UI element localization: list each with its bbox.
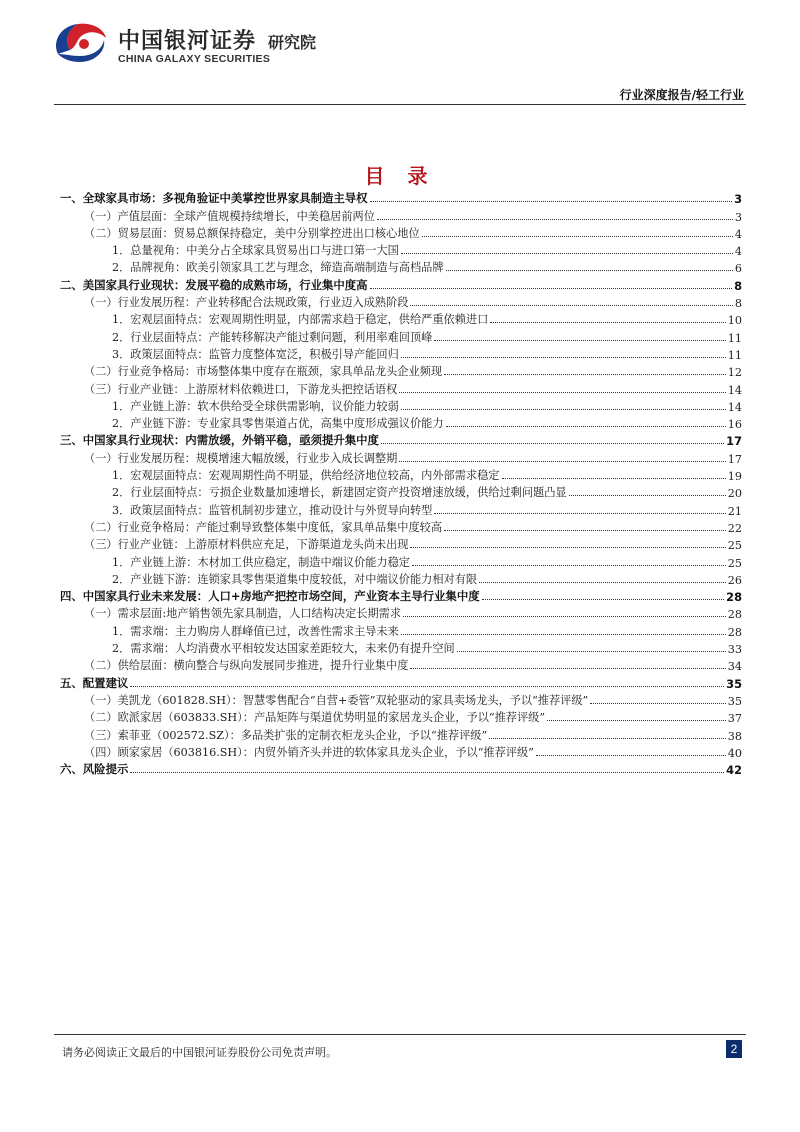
toc-dot-leader bbox=[370, 201, 733, 202]
toc-entry-page: 17 bbox=[726, 434, 742, 449]
toc-dot-leader bbox=[547, 720, 726, 721]
toc-dot-leader bbox=[370, 288, 733, 289]
toc-entry-title: 2．需求端：人均消费水平相较发达国家差距较大，未来仍有提升空间 bbox=[112, 642, 455, 656]
toc-entry-title: （一）行业发展历程：产业转移配合法规政策，行业迈入成熟阶段 bbox=[84, 296, 409, 310]
toc-entry-page: 14 bbox=[727, 383, 742, 397]
toc-entry-page: 8 bbox=[734, 297, 742, 311]
toc-entry[interactable] bbox=[60, 500, 742, 517]
toc-entry-title: （一）美凯龙（601828.SH）：智慧零售配合“自营+委管”双轮驱动的家具卖场龙头，予以“推荐评级” bbox=[84, 693, 589, 707]
toc-entry-page: 14 bbox=[727, 400, 742, 414]
toc-entry-page: 6 bbox=[734, 262, 742, 276]
toc-dot-leader bbox=[536, 755, 726, 756]
toc-entry-page: 4 bbox=[734, 227, 742, 241]
toc-entry-title: （一）需求层面:地产销售领先家具制造，人口结构决定长期需求 bbox=[84, 607, 402, 621]
toc-entry-title: 四、中国家具行业未来发展：人口+房地产把控市场空间，产业资本主导行业集中度 bbox=[60, 589, 480, 604]
toc-dot-leader bbox=[130, 686, 724, 687]
toc-entry[interactable] bbox=[60, 206, 742, 223]
toc-dot-leader bbox=[490, 322, 725, 323]
toc-entry[interactable] bbox=[60, 293, 742, 310]
toc-dot-leader bbox=[479, 582, 726, 583]
brand-name-en: CHINA GALAXY SECURITIES bbox=[118, 53, 271, 65]
page-number: 2 bbox=[726, 1040, 742, 1058]
toc-entry-page: 25 bbox=[727, 556, 742, 570]
toc-entry-title: （三）行业产业链：上游原材料供应充足，下游渠道龙头尚未出现 bbox=[84, 538, 409, 552]
toc-entry-title: 二、美国家具行业现状：发展平稳的成熟市场，行业集中度高 bbox=[60, 277, 368, 292]
toc-entry[interactable] bbox=[60, 414, 742, 431]
toc-entry[interactable] bbox=[60, 639, 742, 656]
toc-entry-page: 21 bbox=[727, 504, 742, 518]
toc-dot-leader bbox=[399, 392, 725, 393]
toc-dot-leader bbox=[401, 253, 733, 254]
toc-dot-leader bbox=[457, 651, 726, 652]
toc-entry[interactable] bbox=[60, 345, 742, 362]
toc-entry-title: 三、中国家具行业现状：内需放缓，外销平稳，亟须提升集中度 bbox=[60, 433, 379, 448]
toc-entry[interactable] bbox=[60, 552, 742, 569]
toc-dot-leader bbox=[377, 219, 733, 220]
toc-entry-title: 一、全球家具市场：多视角验证中美掌控世界家具制造主导权 bbox=[60, 191, 368, 206]
toc-entry-title: （三）索菲亚（002572.SZ）：多品类扩张的定制衣柜龙头企业，予以“推荐评级” bbox=[84, 728, 488, 742]
toc-entry-page: 37 bbox=[727, 712, 742, 726]
toc-dot-leader bbox=[410, 668, 725, 669]
toc-entry[interactable] bbox=[60, 362, 742, 379]
toc-entry[interactable] bbox=[60, 656, 742, 673]
toc-entry[interactable] bbox=[60, 570, 742, 587]
toc-dot-leader bbox=[401, 634, 726, 635]
toc-entry-page: 40 bbox=[727, 746, 742, 760]
toc-entry-page: 17 bbox=[727, 452, 742, 466]
toc-dot-leader bbox=[381, 443, 724, 444]
header-divider bbox=[54, 104, 746, 105]
toc-entry-page: 38 bbox=[727, 729, 742, 743]
toc-dot-leader bbox=[130, 772, 724, 773]
toc-dot-leader bbox=[489, 738, 726, 739]
toc-entry[interactable] bbox=[60, 466, 742, 483]
toc-entry[interactable] bbox=[60, 397, 742, 414]
toc-entry-title: （二）贸易层面：贸易总额保持稳定，美中分别掌控进出口核心地位 bbox=[84, 226, 420, 240]
toc-entry-title: （二）行业竞争格局：产能过剩导致整体集中度低，家具单品集中度较高 bbox=[84, 520, 443, 534]
toc-entry-title: 1．总量视角：中美分占全球家具贸易出口与进口第一大国 bbox=[112, 244, 399, 258]
toc-entry-title: 五、配置建议 bbox=[60, 675, 129, 690]
toc-dot-leader bbox=[434, 513, 725, 514]
toc-entry-page: 3 bbox=[734, 210, 742, 224]
footer-divider bbox=[54, 1034, 746, 1035]
toc-entry[interactable] bbox=[60, 725, 742, 742]
toc-entry-page: 8 bbox=[734, 278, 742, 293]
toc-entry-title: （四）顾家家居（603816.SH）：内贸外销齐头并进的软体家具龙头企业，予以“推荐评级” bbox=[84, 745, 534, 759]
toc-entry-title: （二）供给层面：横向整合与纵向发展同步推进，提升行业集中度 bbox=[84, 659, 409, 673]
toc-entry-title: 1．宏观层面特点：宏观周期性明显，内部需求趋于稳定，供给严重依赖进口 bbox=[112, 313, 489, 327]
toc-entry-title: 1．宏观层面特点：宏观周期性尚不明显，供给经济地位较高，内外部需求稳定 bbox=[112, 469, 500, 483]
toc-entry-title: 2．产业链下游：专业家具零售渠道占优，高集中度形成强议价能力 bbox=[112, 417, 444, 431]
toc-entry-page: 16 bbox=[727, 418, 742, 432]
table-of-contents bbox=[60, 189, 742, 777]
toc-dot-leader bbox=[422, 236, 733, 237]
toc-entry-page: 22 bbox=[727, 521, 742, 535]
toc-entry-title: （二）行业竞争格局：市场整体集中度存在瓶颈，家具单品龙头企业频现 bbox=[84, 365, 443, 379]
toc-dot-leader bbox=[401, 409, 726, 410]
toc-entry-page: 11 bbox=[727, 331, 742, 345]
toc-entry[interactable] bbox=[60, 708, 742, 725]
toc-entry-page: 3 bbox=[734, 192, 742, 207]
toc-dot-leader bbox=[502, 478, 726, 479]
toc-entry-title: 1．产业链上游：木材加工供应稳定，制造中端议价能力稳定 bbox=[112, 555, 410, 569]
toc-entry-page: 33 bbox=[727, 643, 742, 657]
brand-subtitle: 研究院 bbox=[268, 33, 317, 52]
galaxy-logo-icon bbox=[50, 20, 112, 66]
toc-dot-leader bbox=[412, 565, 726, 566]
toc-entry-page: 19 bbox=[727, 470, 742, 484]
toc-entry-page: 28 bbox=[727, 608, 742, 622]
toc-entry-page: 28 bbox=[726, 590, 742, 605]
toc-entry[interactable] bbox=[60, 258, 742, 275]
toc-entry-title: 六、风险提示 bbox=[60, 762, 129, 777]
toc-entry-title: 2．行业层面特点：亏损企业数量加速增长，新建固定资产投资增速放缓，供给过剩问题凸显 bbox=[112, 486, 567, 500]
toc-dot-leader bbox=[446, 270, 733, 271]
toc-entry-title: 2．行业层面特点：产能转移解决产能过剩问题，利用率难回顶峰 bbox=[112, 330, 433, 344]
toc-entry[interactable] bbox=[60, 691, 742, 708]
toc-dot-leader bbox=[482, 599, 725, 600]
toc-entry-page: 35 bbox=[727, 694, 742, 708]
toc-entry[interactable] bbox=[60, 535, 742, 552]
toc-dot-leader bbox=[444, 374, 726, 375]
toc-entry[interactable] bbox=[60, 621, 742, 638]
toc-entry-page: 28 bbox=[727, 625, 742, 639]
toc-entry[interactable] bbox=[60, 448, 742, 465]
toc-entry-page: 12 bbox=[727, 366, 742, 380]
toc-entry-title: （三）行业产业链：上游原材料依赖进口，下游龙头把控话语权 bbox=[84, 382, 398, 396]
toc-entry-page: 42 bbox=[726, 763, 742, 778]
toc-entry-title: 1．需求端：主力购房人群峰值已过，改善性需求主导未来 bbox=[112, 624, 399, 638]
toc-entry-title: 2．品牌视角：欧美引领家具工艺与理念，缔造高端制造与高档品牌 bbox=[112, 261, 444, 275]
toc-dot-leader bbox=[446, 426, 726, 427]
toc-entry-page: 10 bbox=[727, 314, 742, 328]
toc-entry-page: 34 bbox=[727, 660, 742, 674]
toc-entry[interactable] bbox=[60, 518, 742, 535]
toc-title: 目 录 bbox=[364, 164, 436, 188]
toc-entry-title: 3．政策层面特点：监管力度整体宽泛，积极引导产能回归 bbox=[112, 347, 399, 361]
toc-entry[interactable] bbox=[60, 275, 742, 292]
toc-entry[interactable] bbox=[60, 327, 742, 344]
toc-dot-leader bbox=[401, 357, 726, 358]
toc-entry[interactable] bbox=[60, 743, 742, 760]
toc-entry[interactable] bbox=[60, 604, 742, 621]
toc-entry[interactable] bbox=[60, 189, 742, 206]
toc-entry-page: 26 bbox=[727, 573, 742, 587]
toc-entry-title: 2．产业链下游：连锁家具零售渠道集中度较低，对中端议价能力相对有限 bbox=[112, 572, 478, 586]
toc-entry[interactable] bbox=[60, 379, 742, 396]
toc-entry-title: （一）产值层面：全球产值规模持续增长，中美稳居前两位 bbox=[84, 209, 375, 223]
toc-entry[interactable] bbox=[60, 483, 742, 500]
toc-entry[interactable] bbox=[60, 310, 742, 327]
toc-entry-page: 25 bbox=[727, 539, 742, 553]
toc-entry-title: 3．政策层面特点：监管机制初步建立，推动设计与外贸导向转型 bbox=[112, 503, 433, 517]
toc-entry[interactable] bbox=[60, 224, 742, 241]
toc-entry[interactable] bbox=[60, 587, 742, 604]
toc-dot-leader bbox=[590, 703, 725, 704]
toc-dot-leader bbox=[403, 616, 726, 617]
toc-dot-leader bbox=[444, 530, 726, 531]
toc-dot-leader bbox=[434, 340, 725, 341]
toc-dot-leader bbox=[399, 461, 725, 462]
toc-entry-page: 11 bbox=[727, 348, 742, 362]
toc-entry-page: 35 bbox=[726, 676, 742, 691]
document-type: 行业深度报告/轻工行业 bbox=[619, 88, 744, 102]
toc-entry-title: （一）行业发展历程：规模增速大幅放缓，行业步入成长调整期 bbox=[84, 451, 398, 465]
toc-entry-page: 4 bbox=[734, 245, 742, 259]
toc-dot-leader bbox=[410, 547, 725, 548]
toc-entry-title: （二）欧派家居（603833.SH）：产品矩阵与渠道优势明显的家居龙头企业，予以“推荐评级” bbox=[84, 711, 546, 725]
toc-entry-page: 20 bbox=[727, 487, 742, 501]
brand-name-cn: 中国银河证券 bbox=[118, 29, 257, 54]
toc-entry-title: 1．产业链上游：软木供给受全球供需影响，议价能力较弱 bbox=[112, 399, 399, 413]
toc-dot-leader bbox=[410, 305, 732, 306]
toc-entry[interactable] bbox=[60, 241, 742, 258]
toc-entry[interactable] bbox=[60, 431, 742, 448]
toc-dot-leader bbox=[569, 495, 726, 496]
toc-entry[interactable] bbox=[60, 673, 742, 690]
toc-entry[interactable] bbox=[60, 760, 742, 777]
footer-disclaimer: 请务必阅读正文最后的中国银河证券股份公司免责声明。 bbox=[62, 1046, 337, 1059]
